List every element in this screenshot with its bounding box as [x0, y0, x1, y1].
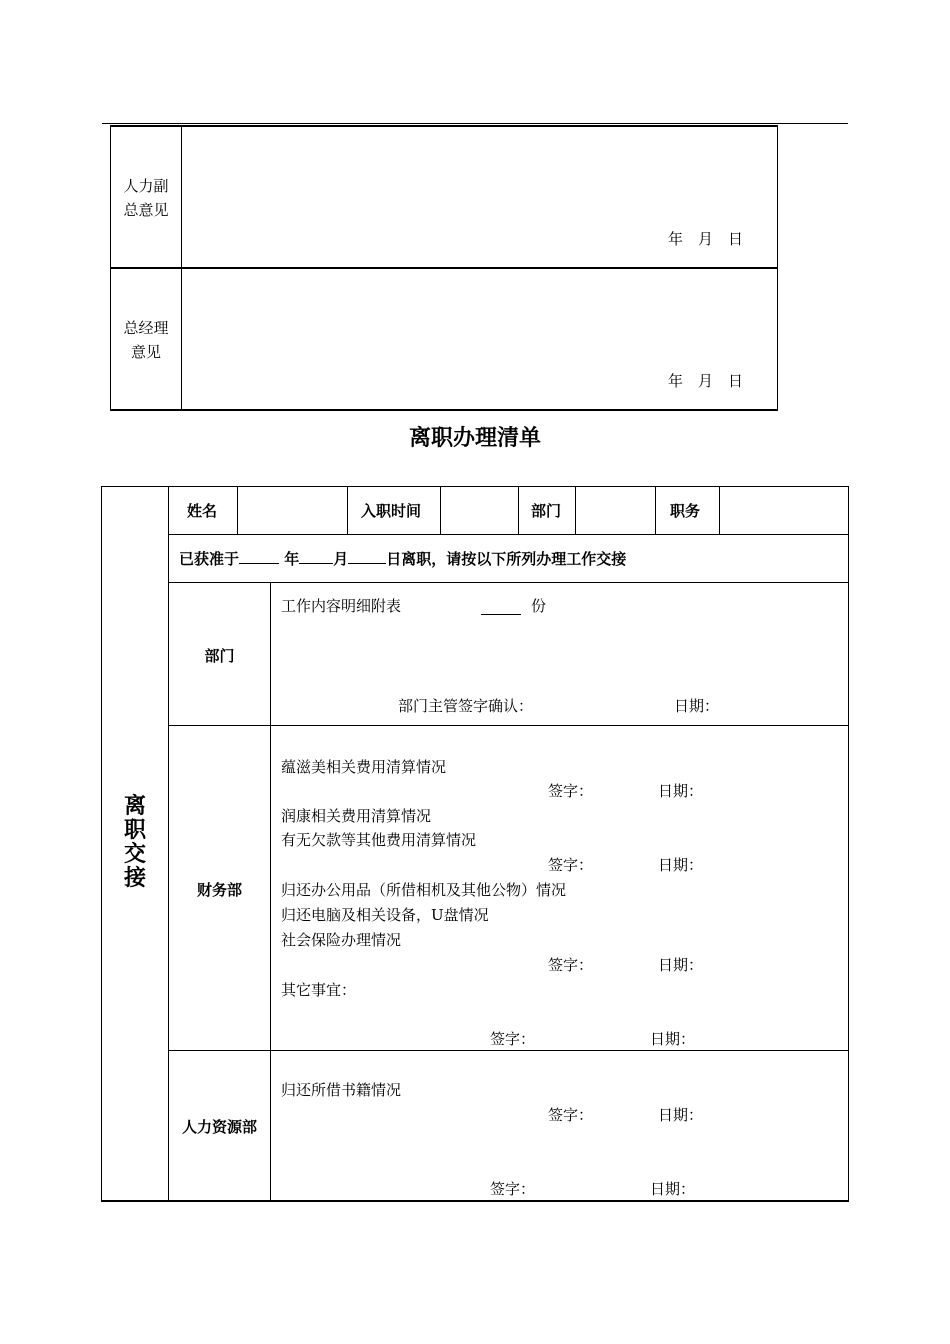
- finance-date-4: 日期：: [650, 1030, 696, 1048]
- cl-border-right: [848, 486, 849, 1202]
- cl-dept-bottom: [168, 725, 848, 726]
- page-title: 离职办理清单: [408, 426, 541, 451]
- cl-header-div-1: [237, 486, 238, 534]
- finance-item-6: 社会保险办理情况: [281, 931, 402, 949]
- dept-label: 部门: [531, 502, 562, 520]
- side-label-handover: 离 职 交 接: [123, 794, 146, 891]
- leave-day-blank[interactable]: [348, 549, 386, 564]
- cl-header-div-2: [347, 486, 348, 534]
- vp-hr-date: 年 月 日: [668, 230, 744, 248]
- finance-item-3: 有无欠款等其他费用清算情况: [281, 831, 477, 849]
- finance-sign-2: 签字：: [548, 856, 594, 874]
- finance-date-1: 日期：: [658, 782, 704, 800]
- finance-sign-1: 签字：: [548, 782, 594, 800]
- finance-sign-4: 签字：: [490, 1030, 536, 1048]
- finance-item-4: 归还办公用品（所借相机及其他公物）情况: [281, 881, 567, 899]
- cl-header-div-4: [518, 486, 519, 534]
- cl-finance-bottom: [168, 1050, 848, 1051]
- gm-date: 年 月 日: [668, 372, 744, 390]
- finance-date-2: 日期：: [658, 856, 704, 874]
- table-border-mid: [110, 267, 778, 269]
- hr-date-2: 日期：: [650, 1180, 696, 1198]
- section-label-finance: 财务部: [196, 881, 242, 899]
- name-field[interactable]: [239, 488, 346, 533]
- hire-date-field[interactable]: [442, 488, 517, 533]
- hr-sign-2: 签字：: [490, 1180, 536, 1198]
- position-label: 职务: [670, 502, 701, 520]
- cl-header-div-3: [440, 486, 441, 534]
- cl-side-divider: [168, 486, 169, 1202]
- finance-item-7: 其它事宜：: [281, 981, 357, 999]
- position-field[interactable]: [721, 488, 847, 533]
- cl-border-top: [101, 486, 849, 487]
- finance-sign-3: 签字：: [548, 956, 594, 974]
- table-border-bottom: [110, 409, 778, 411]
- finance-item-5: 归还电脑及相关设备，U盘情况: [281, 906, 489, 924]
- dept-copies-unit: 份: [531, 597, 547, 615]
- table-border-right: [777, 125, 778, 411]
- finance-date-3: 日期：: [658, 956, 704, 974]
- cl-header-div-7: [719, 486, 720, 534]
- dept-copies-blank[interactable]: [481, 600, 521, 615]
- vp-hr-opinion-label: 人力副 总意见: [123, 177, 169, 219]
- finance-item-1: 蕴滋美相关费用清算情况: [281, 758, 447, 776]
- top-rule: [102, 123, 848, 124]
- dept-field[interactable]: [577, 488, 654, 533]
- cl-header-bottom: [168, 534, 848, 535]
- cl-border-bottom: [101, 1200, 849, 1202]
- section-label-hr: 人力资源部: [181, 1118, 257, 1136]
- dept-date: 日期：: [674, 697, 720, 715]
- cl-section-divider: [270, 582, 271, 1202]
- leave-year-blank[interactable]: [239, 549, 279, 564]
- dept-work-detail: 工作内容明细附表: [281, 597, 402, 615]
- cl-header-div-5: [575, 486, 576, 534]
- finance-item-2: 润康相关费用清算情况: [281, 807, 432, 825]
- table-border-top: [110, 125, 778, 127]
- cl-header-div-6: [655, 486, 656, 534]
- dept-supervisor-confirm: 部门主管签字确认：: [398, 697, 534, 715]
- instruction-text: 已获准于 年 月 日离职，请按以下所列办理工作交接: [179, 550, 627, 568]
- hr-sign-1: 签字：: [548, 1106, 594, 1124]
- hr-item-1: 归还所借书籍情况: [281, 1081, 402, 1099]
- gm-opinion-label: 总经理 意见: [123, 319, 169, 361]
- table-border-left: [110, 125, 111, 411]
- table-border-col: [181, 125, 182, 411]
- hire-date-label: 入职时间: [361, 502, 422, 520]
- leave-month-blank[interactable]: [299, 549, 333, 564]
- name-label: 姓名: [187, 502, 218, 520]
- hr-date-1: 日期：: [658, 1106, 704, 1124]
- section-label-dept: 部门: [204, 647, 235, 665]
